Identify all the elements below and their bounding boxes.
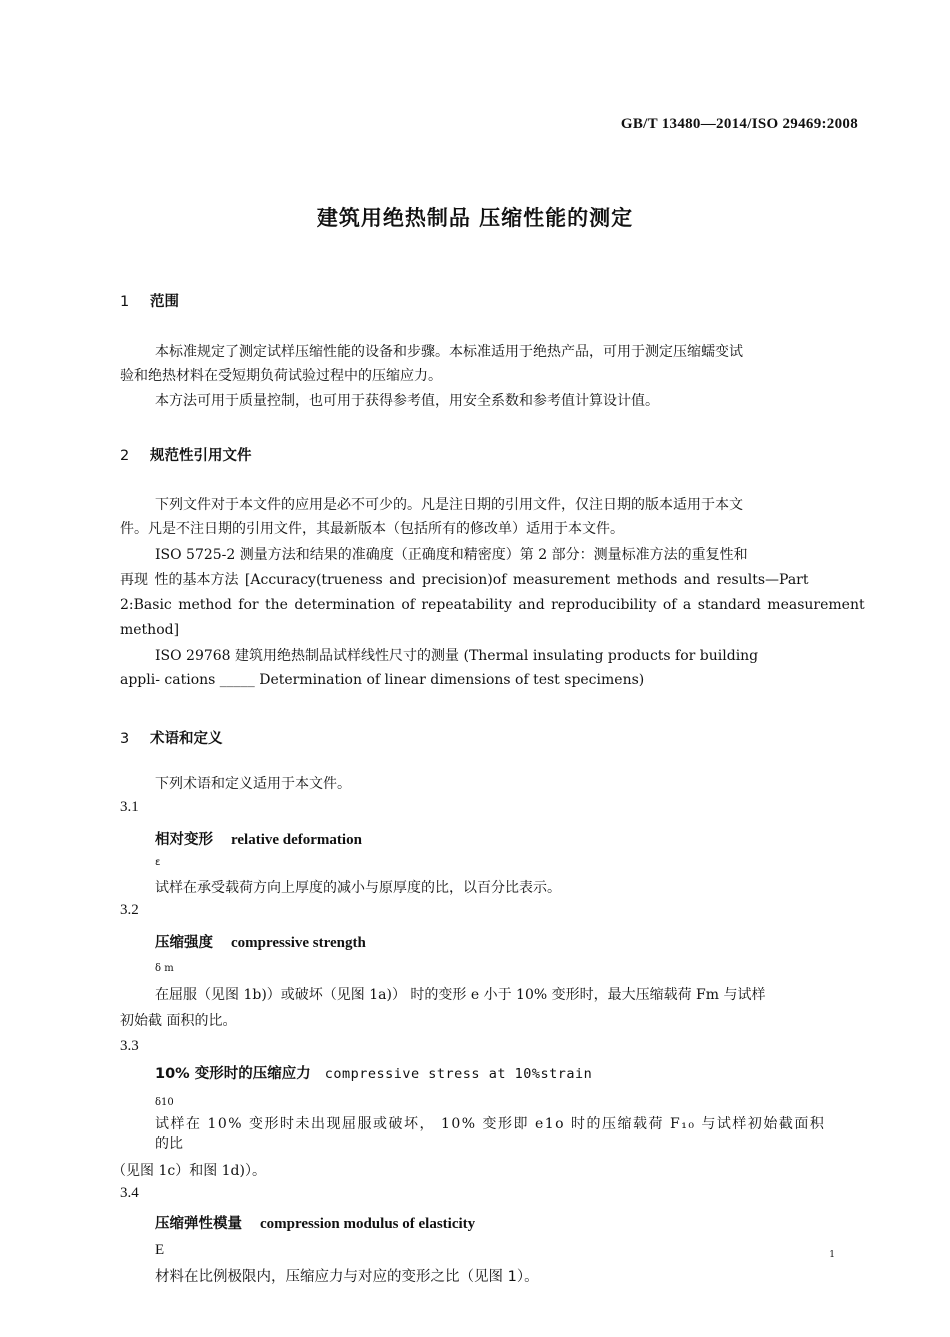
term-3-2-symbol: δ m — [155, 963, 174, 974]
s3-intro: 下列术语和定义适用于本文件。 — [155, 776, 351, 792]
s2-line-4: 再现 性的基本方法 [Accuracy(trueness and precision)of measurement methods and results—Part — [120, 572, 809, 588]
term-3-4-en: compression modulus of elasticity — [260, 1216, 476, 1232]
section-2-heading — [120, 444, 252, 465]
term-3-4-zh: 压缩弹性模量 — [155, 1216, 242, 1232]
term-3-1-symbol: ε — [155, 857, 161, 868]
section-1-title: 范围 — [150, 294, 179, 310]
term-3-3-heading — [155, 1062, 592, 1083]
section-2-number: 2 — [120, 448, 130, 464]
s2-line-7: ISO 29768 建筑用绝热制品试样线性尺寸的测量 (Thermal insulating products for building — [155, 648, 759, 664]
section-3-title: 术语和定义 — [150, 731, 223, 747]
s2-line-5: 2:Basic method for the determination of repeatability and reproducibility of a standard measurement — [120, 597, 865, 613]
s1-line-1: 本标准规定了测定试样压缩性能的设备和步骤。本标准适用于绝热产品，可用于测定压缩蠕变试 — [155, 344, 743, 360]
term-3-1-en: relative deformation — [231, 832, 362, 848]
s1-line-2: 验和绝热材料在受短期负荷试验过程中的压缩应力。 — [120, 368, 442, 384]
document-title: 建筑用绝热制品 压缩性能的测定 — [316, 206, 634, 230]
term-3-1-number: 3.1 — [120, 799, 139, 815]
section-2-title: 规范性引用文件 — [150, 448, 252, 464]
term-3-4-number: 3.4 — [120, 1185, 139, 1201]
section-3-number: 3 — [120, 731, 130, 747]
section-1-number: 1 — [120, 294, 130, 310]
term-3-2-definition-line-2: 初始截 面积的比。 — [120, 1013, 237, 1029]
term-3-1-definition: 试样在承受载荷方向上厚度的减小与原厚度的比，以百分比表示。 — [155, 880, 561, 896]
term-3-4-symbol: E — [155, 1242, 165, 1258]
term-3-2-number: 3.2 — [120, 902, 139, 918]
term-3-2-en: compressive strength — [231, 935, 366, 951]
standard-number: GB/T 13480—2014/ISO 29469:2008 — [620, 116, 858, 132]
term-3-2-definition-line-1: 在屈服（见图 1b)）或破坏（见图 1a)） 时的变形 e 小于 10% 变形时，最大压缩载荷 Fm 与试样 — [155, 987, 766, 1003]
s2-line-2: 件。凡是不注日期的引用文件，其最新版本（包括所有的修改单）适用于本文件。 — [120, 521, 624, 537]
section-3-heading — [120, 727, 223, 748]
s2-line-8: appli- cations _____ Determination of linear dimensions of test specimens) — [120, 672, 645, 688]
term-3-3-definition-line-1: 试样在 10% 变形时未出现屈服或破坏， 10% 变形即 e1o 时的压缩载荷 F₁₀ 与试样初始截面积 — [155, 1116, 826, 1132]
term-3-3-zh: 10% 变形时的压缩应力 — [155, 1066, 311, 1082]
term-3-1-heading — [155, 828, 362, 849]
term-3-3-symbol: δ10 — [155, 1097, 174, 1108]
term-3-3-definition-line-3: （见图 1c）和图 1d)）。 — [112, 1163, 266, 1179]
term-3-3-definition-line-2: 的比 — [155, 1136, 183, 1152]
term-3-1-zh: 相对变形 — [155, 832, 213, 848]
s2-line-3: ISO 5725-2 测量方法和结果的准确度（正确度和精密度）第 2 部分：测量标准方法的重复性和 — [155, 547, 748, 563]
page-number: 1 — [829, 1250, 835, 1260]
term-3-3-number: 3.3 — [120, 1038, 139, 1054]
section-1-heading — [120, 290, 179, 311]
term-3-4-heading — [155, 1212, 475, 1233]
s2-line-6: method] — [120, 622, 180, 638]
s2-line-1: 下列文件对于本文件的应用是必不可少的。凡是注日期的引用文件，仅注日期的版本适用于本文 — [155, 497, 743, 513]
term-3-3-en: compressive stress at 10%strain — [324, 1066, 593, 1082]
term-3-2-zh: 压缩强度 — [155, 935, 213, 951]
term-3-2-heading — [155, 931, 366, 952]
s1-line-3: 本方法可用于质量控制，也可用于获得参考值，用安全系数和参考值计算设计值。 — [155, 393, 659, 409]
term-3-4-definition: 材料在比例极限内，压缩应力与对应的变形之比（见图 1）。 — [155, 1269, 539, 1285]
